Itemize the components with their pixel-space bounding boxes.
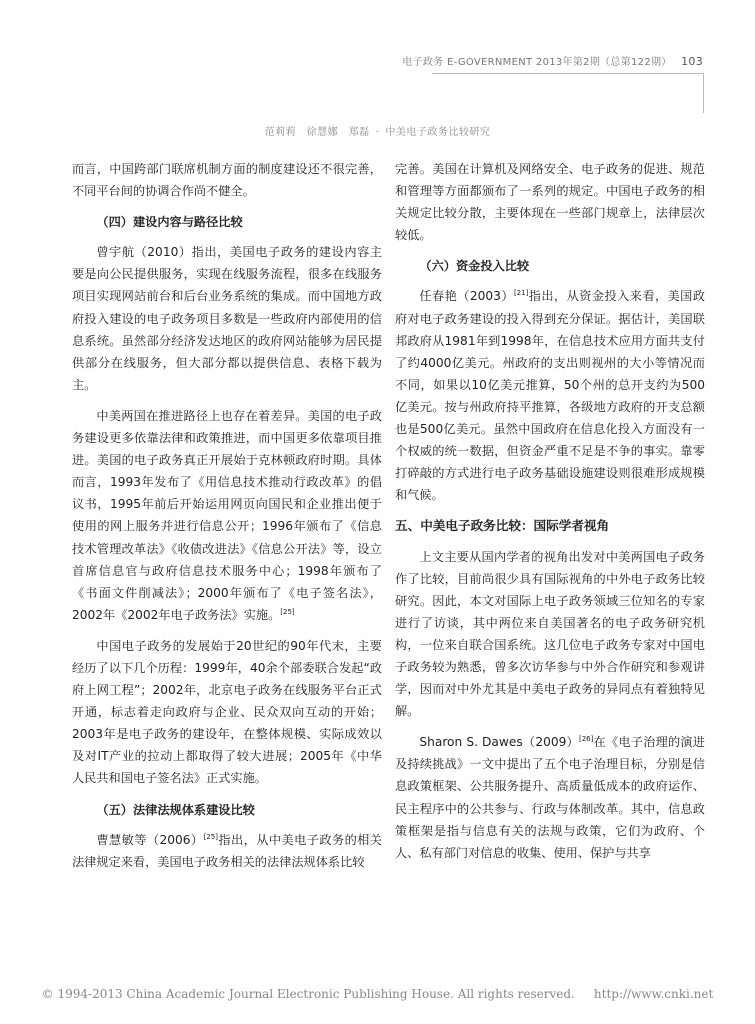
citation-ref: [26] [578,735,594,744]
paragraph: 中国电子政务的发展始于20世纪的90年代末，主要经历了以下几个历程：1999年，40余个部委联合发起“政府上网工程”；2002年，北京电子政务在线服务平台正式开通，标志着走向政府与企业、民众双向互动的开始；2003年是电子政务的建设年，在整体规模、实际成效以及对IT产业的拉动上都取得了较大进展；2005年《中华人民共和国电子签名法》正式实施。 [72,638,382,786]
paragraph: 曾宇航（2010）指出，美国电子政务的建设内容主要是向公民提供服务，实现在线服务流程，很多在线服务项目实现网站前台和后台业务系统的集成。而中国地方政府投入建设的电子政务项目多数是一些政府内部使用的信息系统。虽然部分经济发达地区的政府网站能够为居民提供部分在线服务，但大部分都以提供信息、表格下载为主。 [72,245,382,392]
section-heading-5: 五、中美电子政务比较：国际学者视角 [395,518,610,534]
citation-author: 任春艳（2003） [419,289,514,304]
paragraph [72,405,382,626]
page-header [402,53,703,68]
citation-ref: [25] [203,832,218,841]
citation-ref: [21] [513,289,529,298]
footer-url: http://www.cnki.net [593,987,714,1001]
running-title-text: 中美电子政务比较研究 [385,127,491,138]
paragraph [395,285,705,506]
page-number: 103 [681,55,703,68]
copyright-footer [0,987,755,1001]
left-column [72,158,382,882]
right-column [395,158,705,873]
paragraph: 完善。美国在计算机及网络安全、电子政务的促进、规范和管理等方面都颁布了一系列的规定。中国电子政务的相关规定比较分散，主要体现在一些部门规章上，法律层次较低。 [395,162,705,243]
paragraph: 而言，中国跨部门联席机制方面的制度建设还不很完善，不同平台间的协调合作尚不健全。 [72,162,382,199]
paragraph [395,731,705,864]
paragraph-text: 在《电子治理的演进及持续挑战》一文中提出了五个电子治理目标，分别是信息政策框架、公共服务提升、高质量低成本的政府运作、民主程序中的公共参与、行政与体制改革。其中，信息政策框架是指与信息有关的法规与政策，它们为政府、个人、私有部门对信息的收集、使用、保护与共享 [395,735,705,860]
paragraph: 上文主要从国内学者的视角出发对中美两国电子政务作了比较，目前尚很少具有国际视角的中外电子政务比较研究。因此，本文对国际上电子政务领域三位知名的专家进行了访谈，其中两位来自美国著名的电子政务研究机构，一位来自联合国系统。这几位电子政务专家对中国电子政务较为熟悉，曾多次访华参与中外合作研究和参观讲学，因而对中外尤其是中美电子政务的异同点有着独特见解。 [395,549,705,719]
paragraph-text: 指出，从资金投入来看，美国政府对电子政务建设的投入得到充分保证。据估计，美国联邦政府从1981年到1998年，在信息技术应用方面共支付了约4000亿美元。州政府的支出则视州的大小等情况而不同，如果以10亿美元推算，50个州的总开支约为500亿美元。按与州政府持平推算，各级地方政府的开支总额也是500亿美元。虽然中国政府在信息化投入方面没有一个权威的统一数据，但资金严重不足是不争的事实。靠零打碎敲的方式进行电子政务基础设施建设则很难形成规模和气候。 [395,289,705,503]
copyright-text: © 1994-2013 China Academic Journal Electronic Publishing House. All rights reserved. [41,987,575,1001]
running-title-authors: 范莉莉 徐慧娜 郑磊 [264,127,370,138]
issue-info: 2013年第2期（总第122期） [535,57,672,68]
side-rule [703,73,704,113]
paragraph-text: 中美两国在推进路径上也存在着差异。美国的电子政务建设更多依靠法律和政策推进，而中国更多依靠项目推进。美国的电子政务真正开展始于克林顿政府时期。具体而言，1993年发布了《用信息技术推动行政改革》的倡议书，1995年前后开始运用网页向国民和企业推出便于使用的网上服务并进行信息公开；1996年颁布了《信息技术管理改革法》《收债改进法》《信息公开法》等，设立首席信息官与政府信息技术服务中心；1998年颁布了《书面文件削减法》；2000年颁布了《电子签名法》，2002年《2002年电子政务法》实施。 [72,408,382,622]
subsection-heading-6: （六）资金投入比较 [419,259,530,274]
subsection-heading-5: （五）法律法规体系建设比较 [96,802,255,817]
journal-name: 电子政务 E-GOVERNMENT [402,57,533,68]
running-title-separator: · [375,127,380,138]
header-rule [432,73,704,74]
subsection-heading-4: （四）建设内容与路径比较 [96,215,243,230]
running-title [0,123,755,138]
citation-author: 曹慧敏等（2006） [96,832,204,847]
citation-ref: [25] [280,607,295,616]
paragraph [72,829,382,873]
citation-author: Sharon S. Dawes（2009） [419,735,579,750]
paragraph-text: 指出，从中美电子政务的相关法律规定来看，美国电子政务相关的法律法规体系比较 [72,832,382,869]
